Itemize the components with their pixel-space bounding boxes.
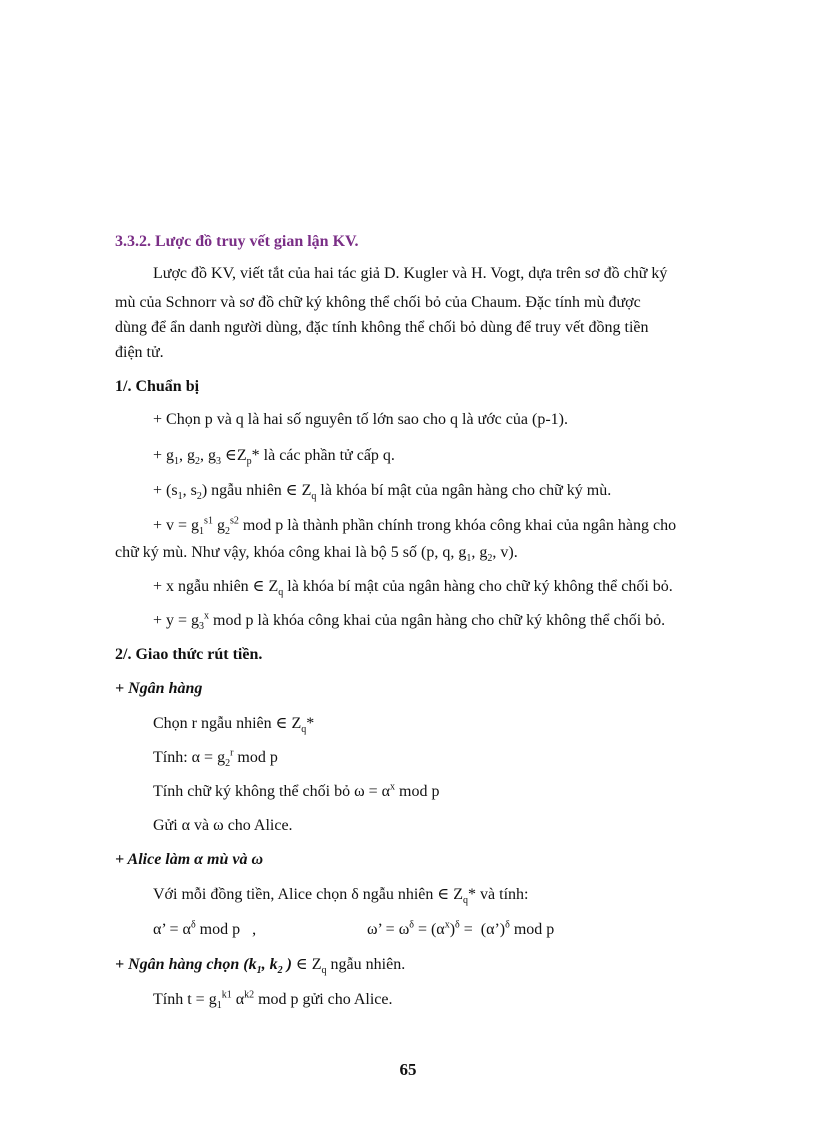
prep-item-2: + $g_1$, $g_2$, $g_3$ $\in Z_p*$ là các phần tử cấp q. bbox=[153, 447, 395, 468]
page-number: 65 bbox=[399, 1060, 417, 1079]
compute-alpha: Tính: $\alpha = g_2^r$ mod p bbox=[153, 747, 278, 770]
prep-item-3: + ($s_1$, $s_2$) ngẫu nhiên ∈ $Z_q$ là khóa bí mật của ngân hàng cho chữ ký mù. bbox=[153, 482, 612, 503]
prep-item-1: + Chọn p và q là hai số nguyên tố lớn sao cho q là ước của (p-1). bbox=[153, 411, 568, 428]
bank-choose-label: + Ngân hàng chọn ($k_1$, $k_2$ ) ∈ $Z_q$ ngẫu nhiên. bbox=[115, 956, 406, 977]
alice-label: + Alice làm α mù và ω bbox=[115, 851, 264, 868]
bank-label: + Ngân hàng bbox=[115, 680, 203, 697]
section-heading: 3.3.2. Lược đồ truy vết gian lận KV. bbox=[115, 233, 359, 250]
withdraw-heading: 2/. Giao thức rút tiền. bbox=[115, 646, 263, 663]
alice-choose: Với mỗi đồng tiền, Alice chọn δ ngẫu nhiên ∈ $Z_q*$ và tính: bbox=[153, 886, 529, 907]
prep-item-6: + $y = g_3^x$ mod p là khóa công khai của ngân hàng cho chữ ký không thể chối bỏ. bbox=[153, 610, 666, 633]
compute-t: Tính $t = g_1^{k1}$ $\alpha^{k2}$ mod p gửi cho Alice. bbox=[153, 989, 393, 1012]
intro-line-2: mù của Schnorr và sơ đồ chữ ký không thể chối bỏ của Chaum. Đặc tính mù được bbox=[115, 294, 641, 311]
intro-line-3: dùng để ẩn danh người dùng, đặc tính không thể chối bỏ dùng để truy vết đồng tiền bbox=[115, 319, 649, 336]
prep-item-4-cont: chữ ký mù. Như vậy, khóa công khai là bộ 5 số (p, q, $g_1$, $g_2$, v). bbox=[115, 544, 518, 565]
intro-line-1: Lược đồ KV, viết tắt của hai tác giả D. Kugler và H. Vogt, dựa trên sơ đồ chữ ký bbox=[153, 265, 668, 282]
prep-item-5: + x ngẫu nhiên ∈ $Z_q$ là khóa bí mật của ngân hàng cho chữ ký không thể chối bỏ. bbox=[153, 578, 673, 599]
choose-r: Chọn r ngẫu nhiên ∈ $Z_q*$ bbox=[153, 715, 315, 736]
omega-prime-formula: ω’ = $\omega^\delta = (\alpha^x)^\delta$ = (α’)$^\delta$ mod p bbox=[367, 919, 555, 938]
send-to-alice: Gửi α và ω cho Alice. bbox=[153, 817, 293, 834]
prep-item-4: + $v = g_1^{s1}$ $g_2^{s2}$ mod p là thành phần chính trong khóa công khai của ngân hàng cho bbox=[153, 515, 677, 538]
compute-signature: Tính chữ ký không thể chối bỏ $\omega = \alpha^x$ mod p bbox=[153, 781, 440, 800]
alpha-prime-formula: α’ = $\alpha^\delta$ mod p , bbox=[153, 919, 257, 938]
intro-line-4: điện tử. bbox=[115, 344, 164, 361]
prep-heading: 1/. Chuẩn bị bbox=[115, 378, 200, 395]
